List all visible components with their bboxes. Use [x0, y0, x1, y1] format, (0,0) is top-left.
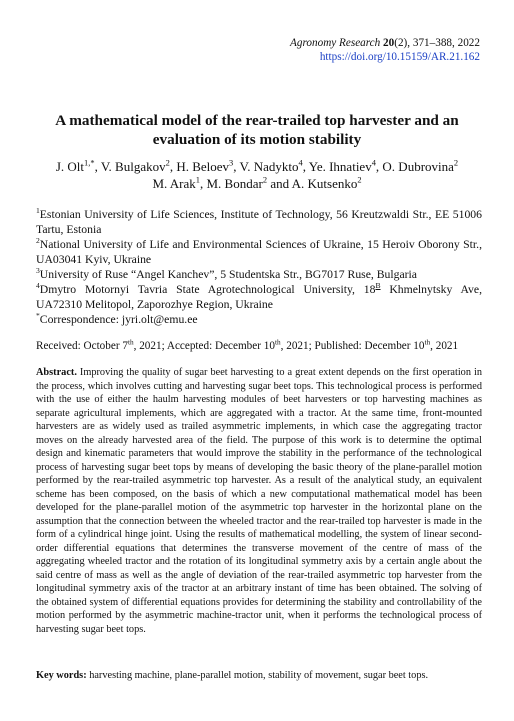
- journal-volume: 20: [383, 37, 395, 49]
- author-name: V. Nadykto: [239, 159, 299, 174]
- author-affiliation-mark: 1,*: [84, 157, 95, 168]
- doi-link[interactable]: https://doi.org/10.15159/AR.21.162: [319, 51, 480, 63]
- author-name: M. Arak: [152, 176, 196, 191]
- author-separator: and: [267, 176, 292, 191]
- author-affiliation-mark: 3: [229, 157, 234, 168]
- affiliation-4: $^4$Dmytro Motornyi Tavria State Agrotechnological University, $18^B$ Khmelnytsky Ave, UA72310 Melitopol, Zaporozhye Region, Ukraine: [36, 281, 482, 311]
- correspondence: *Correspondence: jyri.olt@emu.ee: [36, 311, 198, 326]
- author-affiliation-mark: 2: [262, 174, 268, 185]
- author-name: O. Dubrovina: [382, 159, 454, 174]
- author-list: [30, 158, 484, 192]
- abstract-text: Improving the quality of sugar beet harvesting to a great extent depends on the first operation in the process, which involves cutting and harvesting sugar beet tops. This technological process is performed with the use of either the haulm harvesting modules of beet harvesters or top harvesting machines as separate agricultural implements, which are aggregated with a tractor. At the same time, front-mounted harvesters are as widely used as trailed asymmetric implements, in which case the aggregating tractor moves on the already harvested area of the field. The purpose of this work is to determine the optimal design and kinematic parameters that would improve the stability in the performance of the technological process of harvesting sugar beet tops by means of developing the basic theory of the plane-parallel motion performed by the rear-trailed asymmetric top harvester. As a result of the analytical study, an equivalent scheme has been composed, on the basis of which a new computational mathematical model has been developed for the plane-parallel motion of the asymmetric top harvester in the horizontal plane on the assumption that the connection between the wheeled tractor and the rear-trailed top harvester is made in the form of a cylindrical hinge joint. Using the results of mathematical modelling, the system of linear second-order differential equations that determines the transverse movement of the centre of mass of the aggregating wheeled tractor and the rotation of its longitudinal symmetry axis by a certain angle about the said centre of mass as well as the angle of deviation of the rear-trailed asymmetric top harvester from the longitudinal symmetry axis of the tractor at an arbitrary instant of time has been obtained. The solving of the obtained system of differential equations provides for determining the stability and controllability of the motion performed by the asymmetric machine-tractor unit, when it performs the technological process of harvesting sugar beet tops.: [36, 367, 482, 635]
- author-affiliation-mark: 2: [453, 157, 459, 168]
- author-affiliation-mark: 2: [165, 157, 170, 168]
- affiliation-2: $^2$National University of Life and Environmental Sciences of Ukraine, 15 Heroiv Oborony Str., UA03041 Kyiv, Ukraine: [36, 236, 482, 266]
- author-name: A. Kutsenko: [291, 176, 358, 191]
- abstract-label: Abstract.: [36, 367, 77, 378]
- affiliation-3: $^3$University of Ruse “Angel Kanchev”, 5 Studentska Str., BG7017 Ruse, Bulgaria: [36, 266, 417, 281]
- keywords-label: Key words:: [36, 670, 87, 681]
- keywords: [36, 669, 482, 683]
- author-separator: ,: [233, 159, 240, 174]
- author-separator: ,: [94, 159, 101, 174]
- author-affiliation-mark: 1: [195, 174, 200, 185]
- affiliation-1: $^1$Estonian University of Life Sciences, Institute of Technology, 56 Kreutzwaldi Str., EE 51006 Tartu, Estonia: [36, 206, 482, 236]
- affiliations: [36, 207, 482, 327]
- author-affiliation-mark: 4: [298, 157, 303, 168]
- journal-citation: [290, 36, 480, 50]
- paper-title: A mathematical model of the rear-trailed top harvester and an evaluation of its motion stability: [55, 112, 459, 148]
- journal-issue-pages: (2), 371–388, 2022: [394, 37, 480, 49]
- author-separator: ,: [169, 159, 177, 174]
- publication-dates: Received: October 7th, 2021; Accepted: December 10th, 2021; Published: December 10th, 2021: [36, 338, 459, 352]
- keywords-text: harvesting machine, plane-parallel motion, stability of movement, sugar beet tops.: [86, 670, 429, 681]
- author-name: V. Bulgakov: [100, 159, 166, 174]
- abstract: [36, 366, 482, 636]
- author-separator: ,: [200, 176, 207, 191]
- author-name: H. Beloev: [176, 159, 230, 174]
- author-name: J. Olt: [55, 159, 85, 174]
- author-name: Ye. Ihnatiev: [308, 159, 372, 174]
- author-separator: ,: [302, 159, 309, 174]
- journal-name: Agronomy Research: [290, 37, 381, 49]
- author-affiliation-mark: 4: [371, 157, 376, 168]
- author-name: M. Bondar: [206, 176, 263, 191]
- author-affiliation-mark: 2: [357, 174, 362, 185]
- author-separator: ,: [375, 159, 383, 174]
- journal-header: [290, 36, 480, 64]
